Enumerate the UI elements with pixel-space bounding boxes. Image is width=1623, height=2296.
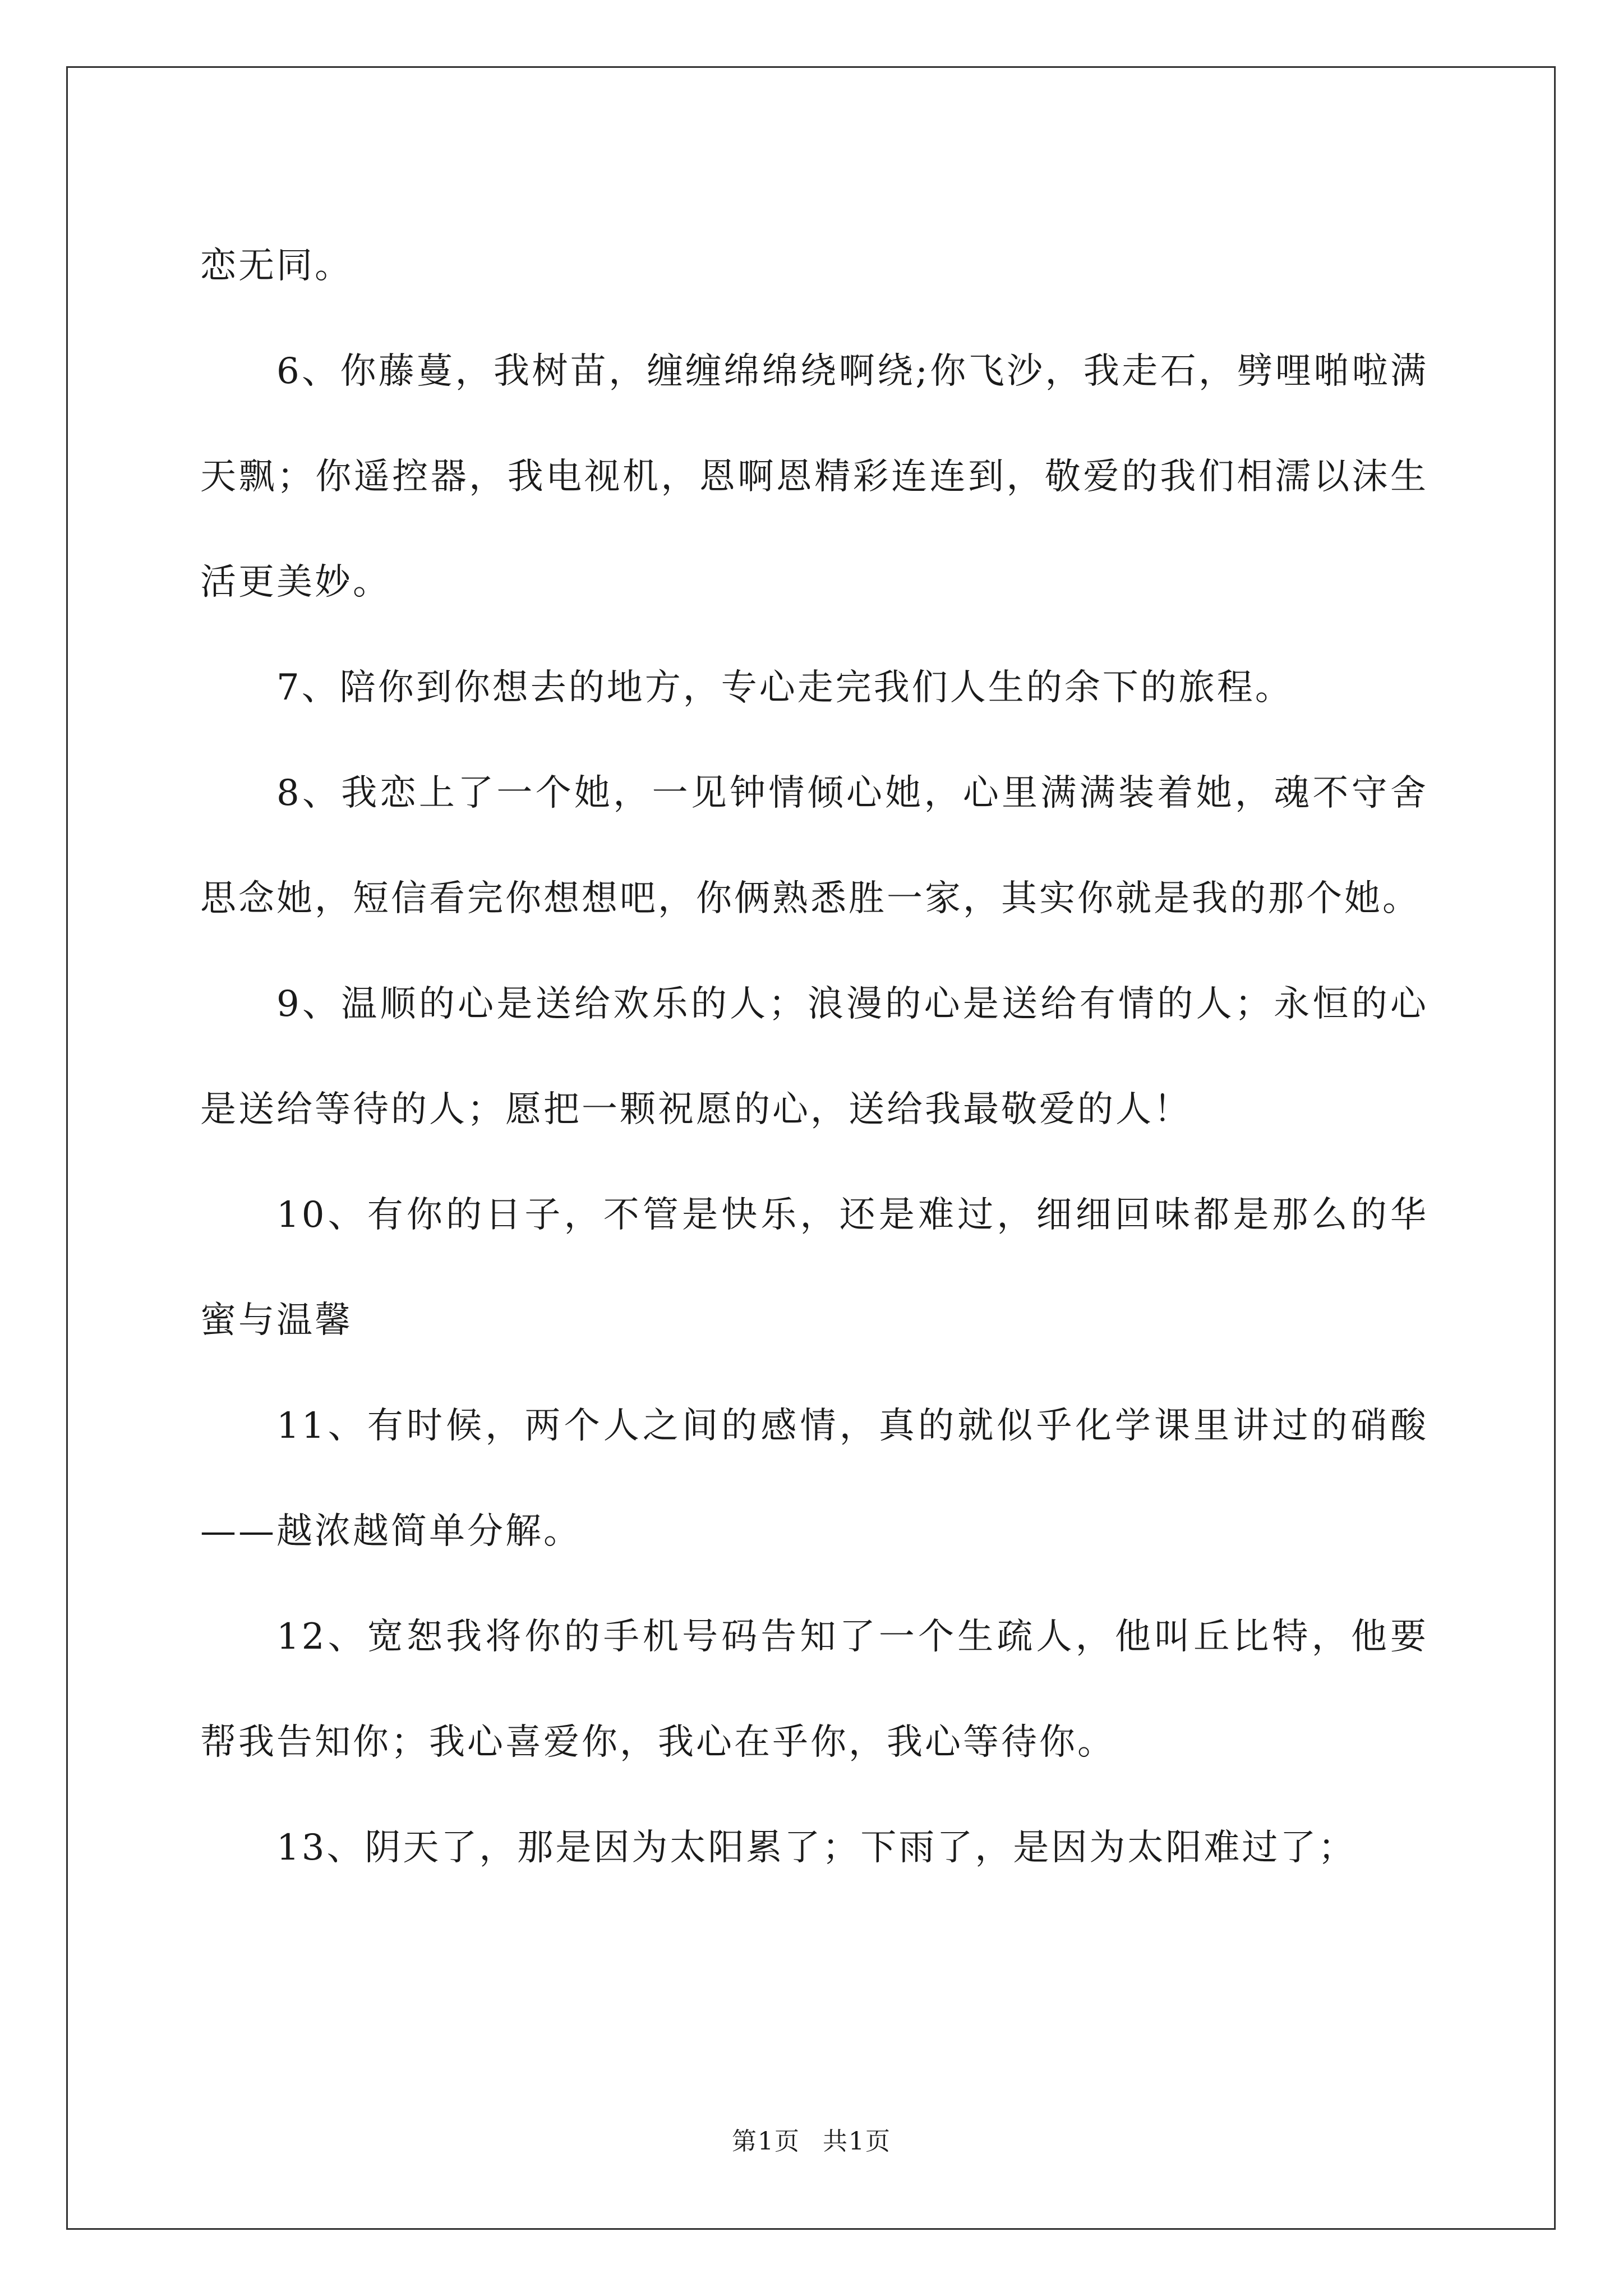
- paragraph: 6、你藤蔓，我树苗，缠缠绵绵绕啊绕;你飞沙，我走石，劈哩啪啦满天飘；你遥控器，我电视机，恩啊恩精彩连连到，敬爱的我们相濡以沫生活更美妙。: [200, 351, 1428, 603]
- paragraph: 12、宽恕我将你的手机号码告知了一个生疏人，他叫丘比特，他要帮我告知你；我心喜爱你，我心在乎你，我心等待你。: [200, 1616, 1428, 1763]
- paragraph: 7、陪你到你想去的地方，专心走完我们人生的余下的旅程。: [276, 667, 1293, 708]
- paragraph: 13、阴天了，那是因为太阳累了；下雨了，是因为太阳难过了；: [276, 1827, 1357, 1869]
- document-body: [200, 213, 1428, 1901]
- paragraph: 11、有时候，两个人之间的感情，真的就似乎化学课里讲过的硝酸——越浓越简单分解。: [200, 1405, 1428, 1552]
- paragraph: 10、有你的日子，不管是快乐，还是难过，细细回味都是那么的华蜜与温馨: [200, 1194, 1428, 1341]
- page-number-current: 第1页: [732, 2127, 800, 2156]
- page-footer: [0, 2126, 1623, 2157]
- page-number-total: 共1页: [823, 2127, 891, 2156]
- paragraph: 恋无同。: [200, 245, 353, 287]
- paragraph: 8、我恋上了一个她，一见钟情倾心她，心里满满装着她，魂不守舍思念她，短信看完你想想吧，你俩熟悉胜一家，其实你就是我的那个她。: [200, 772, 1428, 919]
- paragraph: 9、温顺的心是送给欢乐的人；浪漫的心是送给有情的人；永恒的心是送给等待的人；愿把一颗祝愿的心，送给我最敬爱的人！: [200, 983, 1428, 1130]
